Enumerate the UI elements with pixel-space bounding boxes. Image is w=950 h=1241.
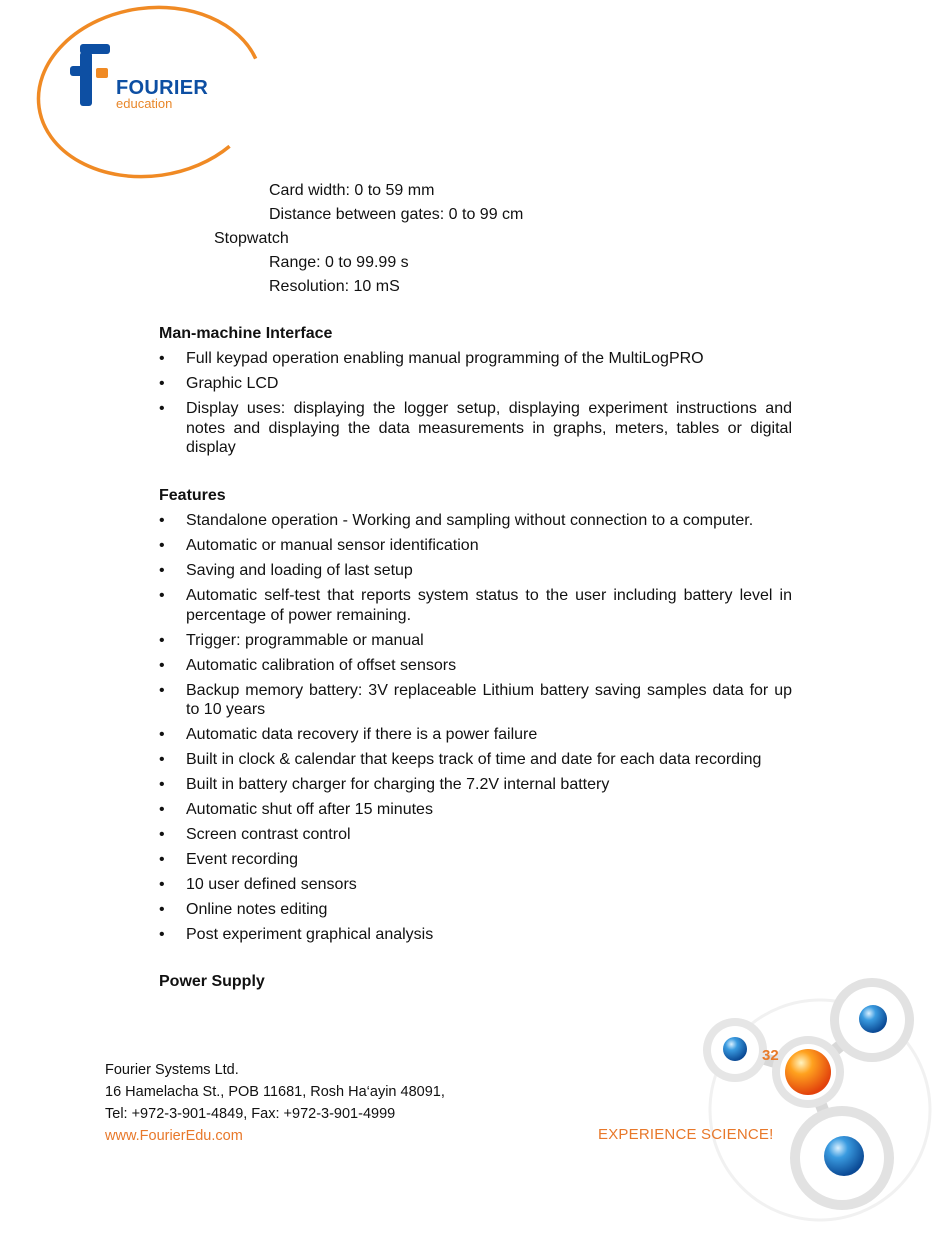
list-item: • Event recording	[159, 851, 299, 868]
spec-stopwatch: Stopwatch	[214, 230, 289, 247]
list-item: • Automatic calibration of offset sensors	[159, 656, 457, 674]
logo-brand-text: FOURIER	[116, 77, 209, 99]
footer-tagline: EXPERIENCE SCIENCE!	[598, 1126, 774, 1143]
list-item: • Screen contrast control	[159, 826, 351, 843]
fourier-logo	[0, 0, 290, 190]
list-item: • Automatic or manual sensor identification	[159, 537, 479, 554]
list-item: • Automatic shut off after 15 minutes	[159, 801, 433, 818]
list-item: • Built in battery charger for charging the 7.2V internal battery	[159, 776, 610, 793]
section-heading-power: Power Supply	[159, 973, 265, 990]
list-item: • Automatic data recovery if there is a power failure	[159, 726, 538, 743]
footer-company: Fourier Systems Ltd.	[105, 1062, 239, 1078]
list-item: • Saving and loading of last setup	[159, 562, 413, 579]
footer-address: 16 Hamelacha St., POB 11681, Rosh Ha‘ayin 48091,	[105, 1084, 445, 1100]
features-list	[159, 511, 792, 950]
list-item: • Trigger: programmable or manual	[159, 631, 424, 649]
list-item: • Online notes editing	[159, 901, 328, 918]
interface-list	[159, 349, 792, 463]
list-item: • Full keypad operation enabling manual programming of the MultiLogPRO	[159, 350, 704, 367]
section-heading-features: Features	[159, 487, 226, 504]
list-item: • Graphic LCD	[159, 375, 279, 392]
list-item: • Standalone operation - Working and sampling without connection to a computer.	[159, 512, 754, 529]
list-item: • Built in clock & calendar that keeps track of time and date for each data recording	[159, 751, 762, 768]
list-item: • Automatic self-test that reports system status to the user including battery level in percentage of power remaining.	[159, 587, 792, 624]
list-item: • Post experiment graphical analysis	[159, 926, 434, 943]
section-heading-interface: Man-machine Interface	[159, 325, 333, 342]
footer-phone: Tel: +972-3-901-4849, Fax: +972-3-901-4999	[105, 1106, 396, 1122]
page-number: 32	[762, 1047, 779, 1064]
spec-gate-distance: Distance between gates: 0 to 99 cm	[269, 206, 524, 223]
spec-range: Range: 0 to 99.99 s	[269, 254, 409, 271]
logo-sub-text: education	[116, 96, 173, 111]
molecule-decoration-icon	[690, 960, 950, 1241]
spec-card-width: Card width: 0 to 59 mm	[269, 182, 435, 199]
list-item: • 10 user defined sensors	[159, 876, 357, 893]
footer-website-link[interactable]: www.FourierEdu.com	[105, 1128, 243, 1144]
spec-resolution: Resolution: 10 mS	[269, 278, 400, 295]
list-item: • Display uses: displaying the logger setup, displaying experiment instructions and notes and displaying the data measurements in graphs, meters, tables or digital display	[159, 400, 792, 456]
list-item: • Backup memory battery: 3V replaceable Lithium battery saving samples data for up to 10 years	[159, 681, 792, 718]
